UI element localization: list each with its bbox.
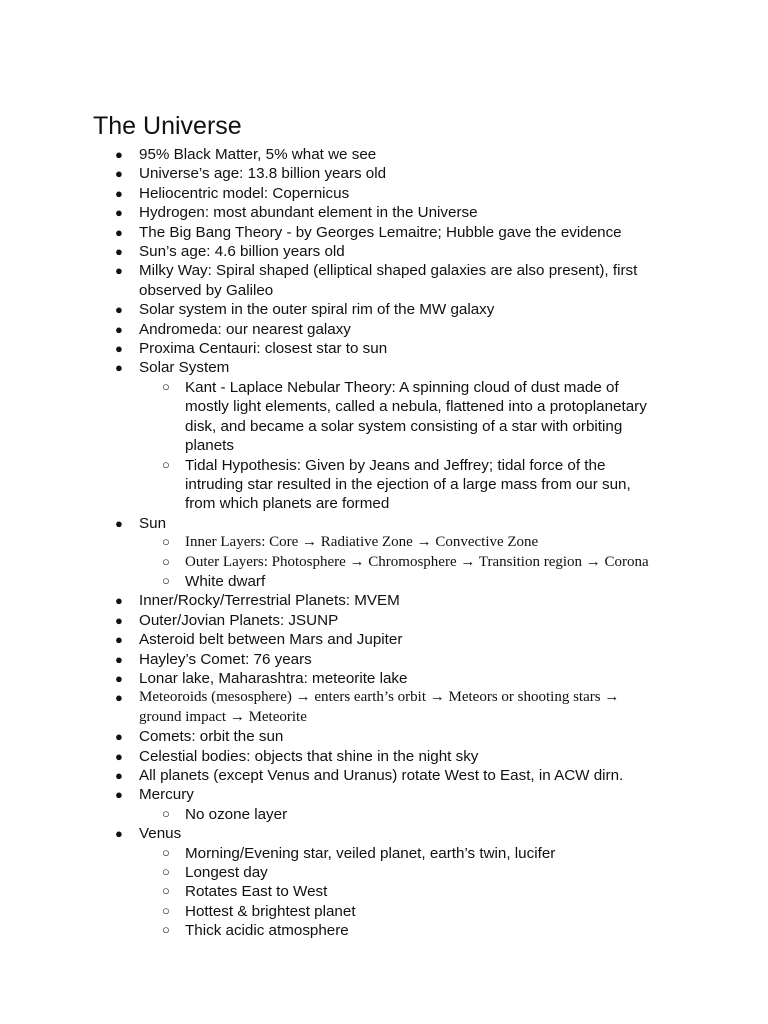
- bullet-filled-icon: ●: [115, 302, 123, 318]
- bullet-hollow-icon: ○: [162, 922, 170, 938]
- list-item-text: Inner/Rocky/Terrestrial Planets: MVEM: [139, 592, 400, 610]
- list-item: [0, 630, 700, 649]
- bullet-filled-icon: ●: [115, 632, 123, 648]
- bullet-filled-icon: ●: [115, 651, 123, 667]
- bullet-filled-icon: ●: [115, 690, 123, 706]
- bullet-filled-icon: ●: [115, 185, 123, 201]
- list-item-text: Lonar lake, Maharashtra: meteorite lake: [139, 669, 408, 687]
- list-item: [0, 261, 700, 300]
- list-item: [0, 339, 700, 358]
- list-item-text: Heliocentric model: Copernicus: [139, 184, 350, 202]
- list-item-text: Andromeda: our nearest galaxy: [139, 320, 351, 338]
- sub-list-item: [139, 553, 700, 572]
- bullet-hollow-icon: ○: [162, 553, 170, 569]
- list-item-text: Celestial bodies: objects that shine in the night sky: [139, 747, 479, 765]
- sub-list-item-text: No ozone layer: [185, 805, 288, 823]
- sub-bullet-list: [139, 378, 700, 514]
- sub-list-item: [139, 863, 700, 882]
- list-item-text: Proxima Centauri: closest star to sun: [139, 340, 388, 358]
- list-item-text: Outer/Jovian Planets: JSUNP: [139, 611, 339, 629]
- list-item: [0, 300, 700, 319]
- sub-list-item: [139, 882, 700, 901]
- bullet-filled-icon: ●: [115, 147, 123, 162]
- bullet-hollow-icon: ○: [162, 534, 170, 550]
- bullet-filled-icon: ●: [115, 787, 123, 803]
- bullet-filled-icon: ●: [115, 166, 123, 182]
- sub-bullet-list: [139, 844, 700, 941]
- bullet-filled-icon: ●: [115, 224, 123, 240]
- sub-list-item: [139, 902, 700, 921]
- list-item: [0, 650, 700, 669]
- list-item: [0, 727, 700, 746]
- bullet-filled-icon: ●: [115, 768, 123, 783]
- sub-list-item: [139, 378, 700, 456]
- list-item-text: Mercury: [139, 786, 194, 804]
- list-item-text: Universe’s age: 13.8 billion years old: [139, 165, 387, 183]
- bullet-hollow-icon: ○: [162, 883, 170, 899]
- sub-list-item-text: Longest day: [185, 864, 268, 882]
- page-title: The Universe: [93, 112, 242, 140]
- bullet-hollow-icon: ○: [162, 805, 170, 821]
- sub-list-item: [139, 456, 700, 514]
- sub-list-item-text: Rotates East to West: [185, 883, 328, 901]
- sub-list-item-text: Thick acidic atmosphere: [185, 922, 349, 940]
- list-item-text: Solar system in the outer spiral rim of the MW galaxy: [139, 301, 495, 319]
- list-item: [0, 611, 700, 630]
- bullet-filled-icon: ●: [115, 360, 123, 376]
- sub-list-item: [139, 844, 700, 863]
- bullet-hollow-icon: ○: [162, 378, 170, 394]
- list-item-text: All planets (except Venus and Uranus) rotate West to East, in ACW dirn.: [139, 767, 624, 784]
- list-item: [0, 320, 700, 339]
- sub-list-item-text: Morning/Evening star, veiled planet, earth’s twin, lucifer: [185, 844, 556, 862]
- list-item-text: Asteroid belt between Mars and Jupiter: [139, 631, 403, 649]
- list-item-text: The Big Bang Theory - by Georges Lemaitre; Hubble gave the evidence: [139, 223, 622, 241]
- list-item: [0, 591, 700, 610]
- bullet-hollow-icon: ○: [162, 844, 170, 860]
- list-item-text: Venus: [139, 825, 182, 843]
- sub-list-item: [139, 572, 700, 591]
- bullet-hollow-icon: ○: [162, 456, 170, 472]
- sub-list-item: [139, 921, 700, 940]
- sub-list-item-text: Inner Layers: Core → Radiative Zone → Convective Zone: [185, 534, 539, 551]
- list-item: [0, 145, 700, 164]
- sub-list-item-text: Outer Layers: Photosphere → Chromosphere → Transition region → Corona: [185, 553, 649, 570]
- bullet-hollow-icon: ○: [162, 902, 170, 918]
- sub-bullet-list: [139, 533, 700, 591]
- bullet-filled-icon: ●: [115, 341, 123, 357]
- bullet-filled-icon: ●: [115, 729, 123, 745]
- bullet-filled-icon: ●: [115, 515, 123, 531]
- list-item: [0, 669, 700, 688]
- list-item: [0, 688, 700, 727]
- list-item-text: Solar System: [139, 359, 230, 377]
- list-item: [0, 242, 700, 261]
- list-item-text: Hydrogen: most abundant element in the Universe: [139, 204, 478, 222]
- list-item-text: Sun: [139, 514, 167, 532]
- list-item: [0, 514, 700, 592]
- bullet-filled-icon: ●: [115, 593, 123, 609]
- list-item: [0, 824, 700, 940]
- list-item: [0, 223, 700, 242]
- list-item-text: Sun’s age: 4.6 billion years old: [139, 243, 345, 261]
- bullet-filled-icon: ●: [115, 321, 123, 337]
- sub-list-item: [139, 533, 700, 552]
- list-item-text: Meteoroids (mesosphere) → enters earth’s orbit → Meteors or shooting stars → ground impact → Meteorite: [139, 689, 620, 725]
- bullet-hollow-icon: ○: [162, 572, 170, 588]
- bullet-filled-icon: ●: [115, 826, 123, 842]
- sub-bullet-list: [139, 805, 700, 824]
- list-item: [0, 184, 700, 203]
- sub-list-item-text: Tidal Hypothesis: Given by Jeans and Jeffrey; tidal force of the intruding star resulted in the ejection of a large mass from our sun, from which planets are formed: [185, 456, 631, 513]
- bullet-hollow-icon: ○: [162, 864, 170, 880]
- list-item: [0, 164, 700, 183]
- list-item: [0, 203, 700, 222]
- sub-list-item-text: Hottest & brightest planet: [185, 902, 356, 920]
- sub-list-item: [139, 805, 700, 824]
- bullet-filled-icon: ●: [115, 205, 123, 221]
- list-item-text: Comets: orbit the sun: [139, 728, 284, 746]
- list-item: [0, 766, 700, 785]
- bullet-filled-icon: ●: [115, 263, 123, 279]
- list-item: [0, 785, 700, 824]
- bullet-filled-icon: ●: [115, 748, 123, 764]
- list-item-text: Hayley’s Comet: 76 years: [139, 650, 312, 668]
- list-item-text: 95% Black Matter, 5% what we see: [139, 146, 377, 163]
- bullet-filled-icon: ●: [115, 612, 123, 628]
- bullet-filled-icon: ●: [115, 244, 123, 260]
- sub-list-item-text: White dwarf: [185, 572, 266, 590]
- list-item: [0, 358, 700, 513]
- list-item-text: Milky Way: Spiral shaped (elliptical shaped galaxies are also present), first observed by Galileo: [139, 262, 638, 299]
- list-item: [0, 747, 700, 766]
- main-bullet-list: [0, 145, 700, 941]
- sub-list-item-text: Kant - Laplace Nebular Theory: A spinning cloud of dust made of mostly light elements, called a nebula, flattened into a protoplanetary disk, and became a solar system consisting of a star with orbiting planets: [185, 378, 647, 455]
- bullet-filled-icon: ●: [115, 670, 123, 686]
